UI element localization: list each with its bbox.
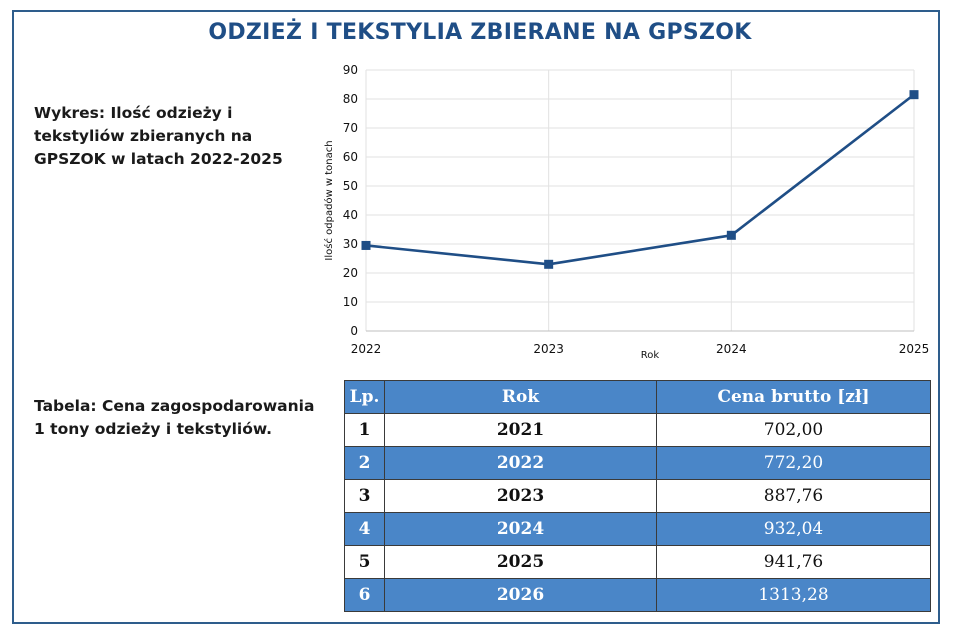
cell-rok: 2023	[385, 480, 657, 513]
data-point-marker	[362, 241, 371, 250]
x-tick-label: 2022	[350, 342, 382, 356]
table-row	[345, 546, 931, 579]
data-point-marker	[910, 90, 919, 99]
series-line	[366, 95, 914, 265]
cell-rok: 2026	[385, 579, 657, 612]
cell-lp: 2	[345, 447, 385, 480]
x-tick-label: 2023	[533, 342, 564, 356]
line-chart	[310, 58, 940, 368]
cell-cena: 941,76	[657, 546, 931, 579]
cell-lp: 1	[345, 414, 385, 447]
cell-lp: 3	[345, 480, 385, 513]
y-tick-label: 50	[342, 179, 358, 193]
cell-lp: 4	[345, 513, 385, 546]
y-tick-label: 70	[342, 121, 358, 135]
header-lp: Lp.	[345, 381, 385, 414]
y-tick-label: 90	[342, 63, 358, 77]
chart-series	[362, 90, 919, 269]
table-caption: Tabela: Cena zagospodarowania 1 tony odzieży i tekstyliów.	[34, 397, 315, 438]
cell-rok: 2022	[385, 447, 657, 480]
cell-lp: 6	[345, 579, 385, 612]
chart-caption: Wykres: Ilość odzieży i tekstyliów zbieranych na GPSZOK w latach 2022-2025	[34, 104, 283, 168]
y-tick-label: 60	[342, 150, 358, 164]
y-tick-label: 30	[342, 237, 358, 251]
x-tick-label: 2024	[716, 342, 747, 356]
y-tick-label: 20	[342, 266, 358, 280]
cell-rok: 2025	[385, 546, 657, 579]
y-tick-label: 80	[342, 92, 358, 106]
price-table	[344, 380, 931, 612]
x-axis-label: Rok	[640, 350, 660, 361]
chart-ticks	[343, 63, 930, 356]
header-cena: Cena brutto [zł]	[657, 381, 931, 414]
table-row	[345, 579, 931, 612]
cell-lp: 5	[345, 546, 385, 579]
y-axis-label: Ilość odpadów w tonach	[324, 140, 335, 261]
page-title: ODZIEŻ I TEKSTYLIA ZBIERANE NA GPSZOK	[208, 20, 752, 45]
data-point-marker	[544, 260, 553, 269]
table-header-row	[345, 381, 931, 414]
x-tick-label: 2025	[898, 342, 930, 356]
table-row	[345, 480, 931, 513]
y-tick-label: 0	[350, 324, 358, 338]
cell-cena: 932,04	[657, 513, 931, 546]
cell-rok: 2021	[385, 414, 657, 447]
y-tick-label: 10	[342, 295, 358, 309]
table-row	[345, 414, 931, 447]
cell-cena: 1313,28	[657, 579, 931, 612]
y-tick-label: 40	[342, 208, 358, 222]
cell-cena: 772,20	[657, 447, 931, 480]
cell-cena: 702,00	[657, 414, 931, 447]
table-row	[345, 513, 931, 546]
cell-rok: 2024	[385, 513, 657, 546]
table-row	[345, 447, 931, 480]
data-point-marker	[727, 231, 736, 240]
header-rok: Rok	[385, 381, 657, 414]
cell-cena: 887,76	[657, 480, 931, 513]
chart-grid	[366, 70, 914, 331]
